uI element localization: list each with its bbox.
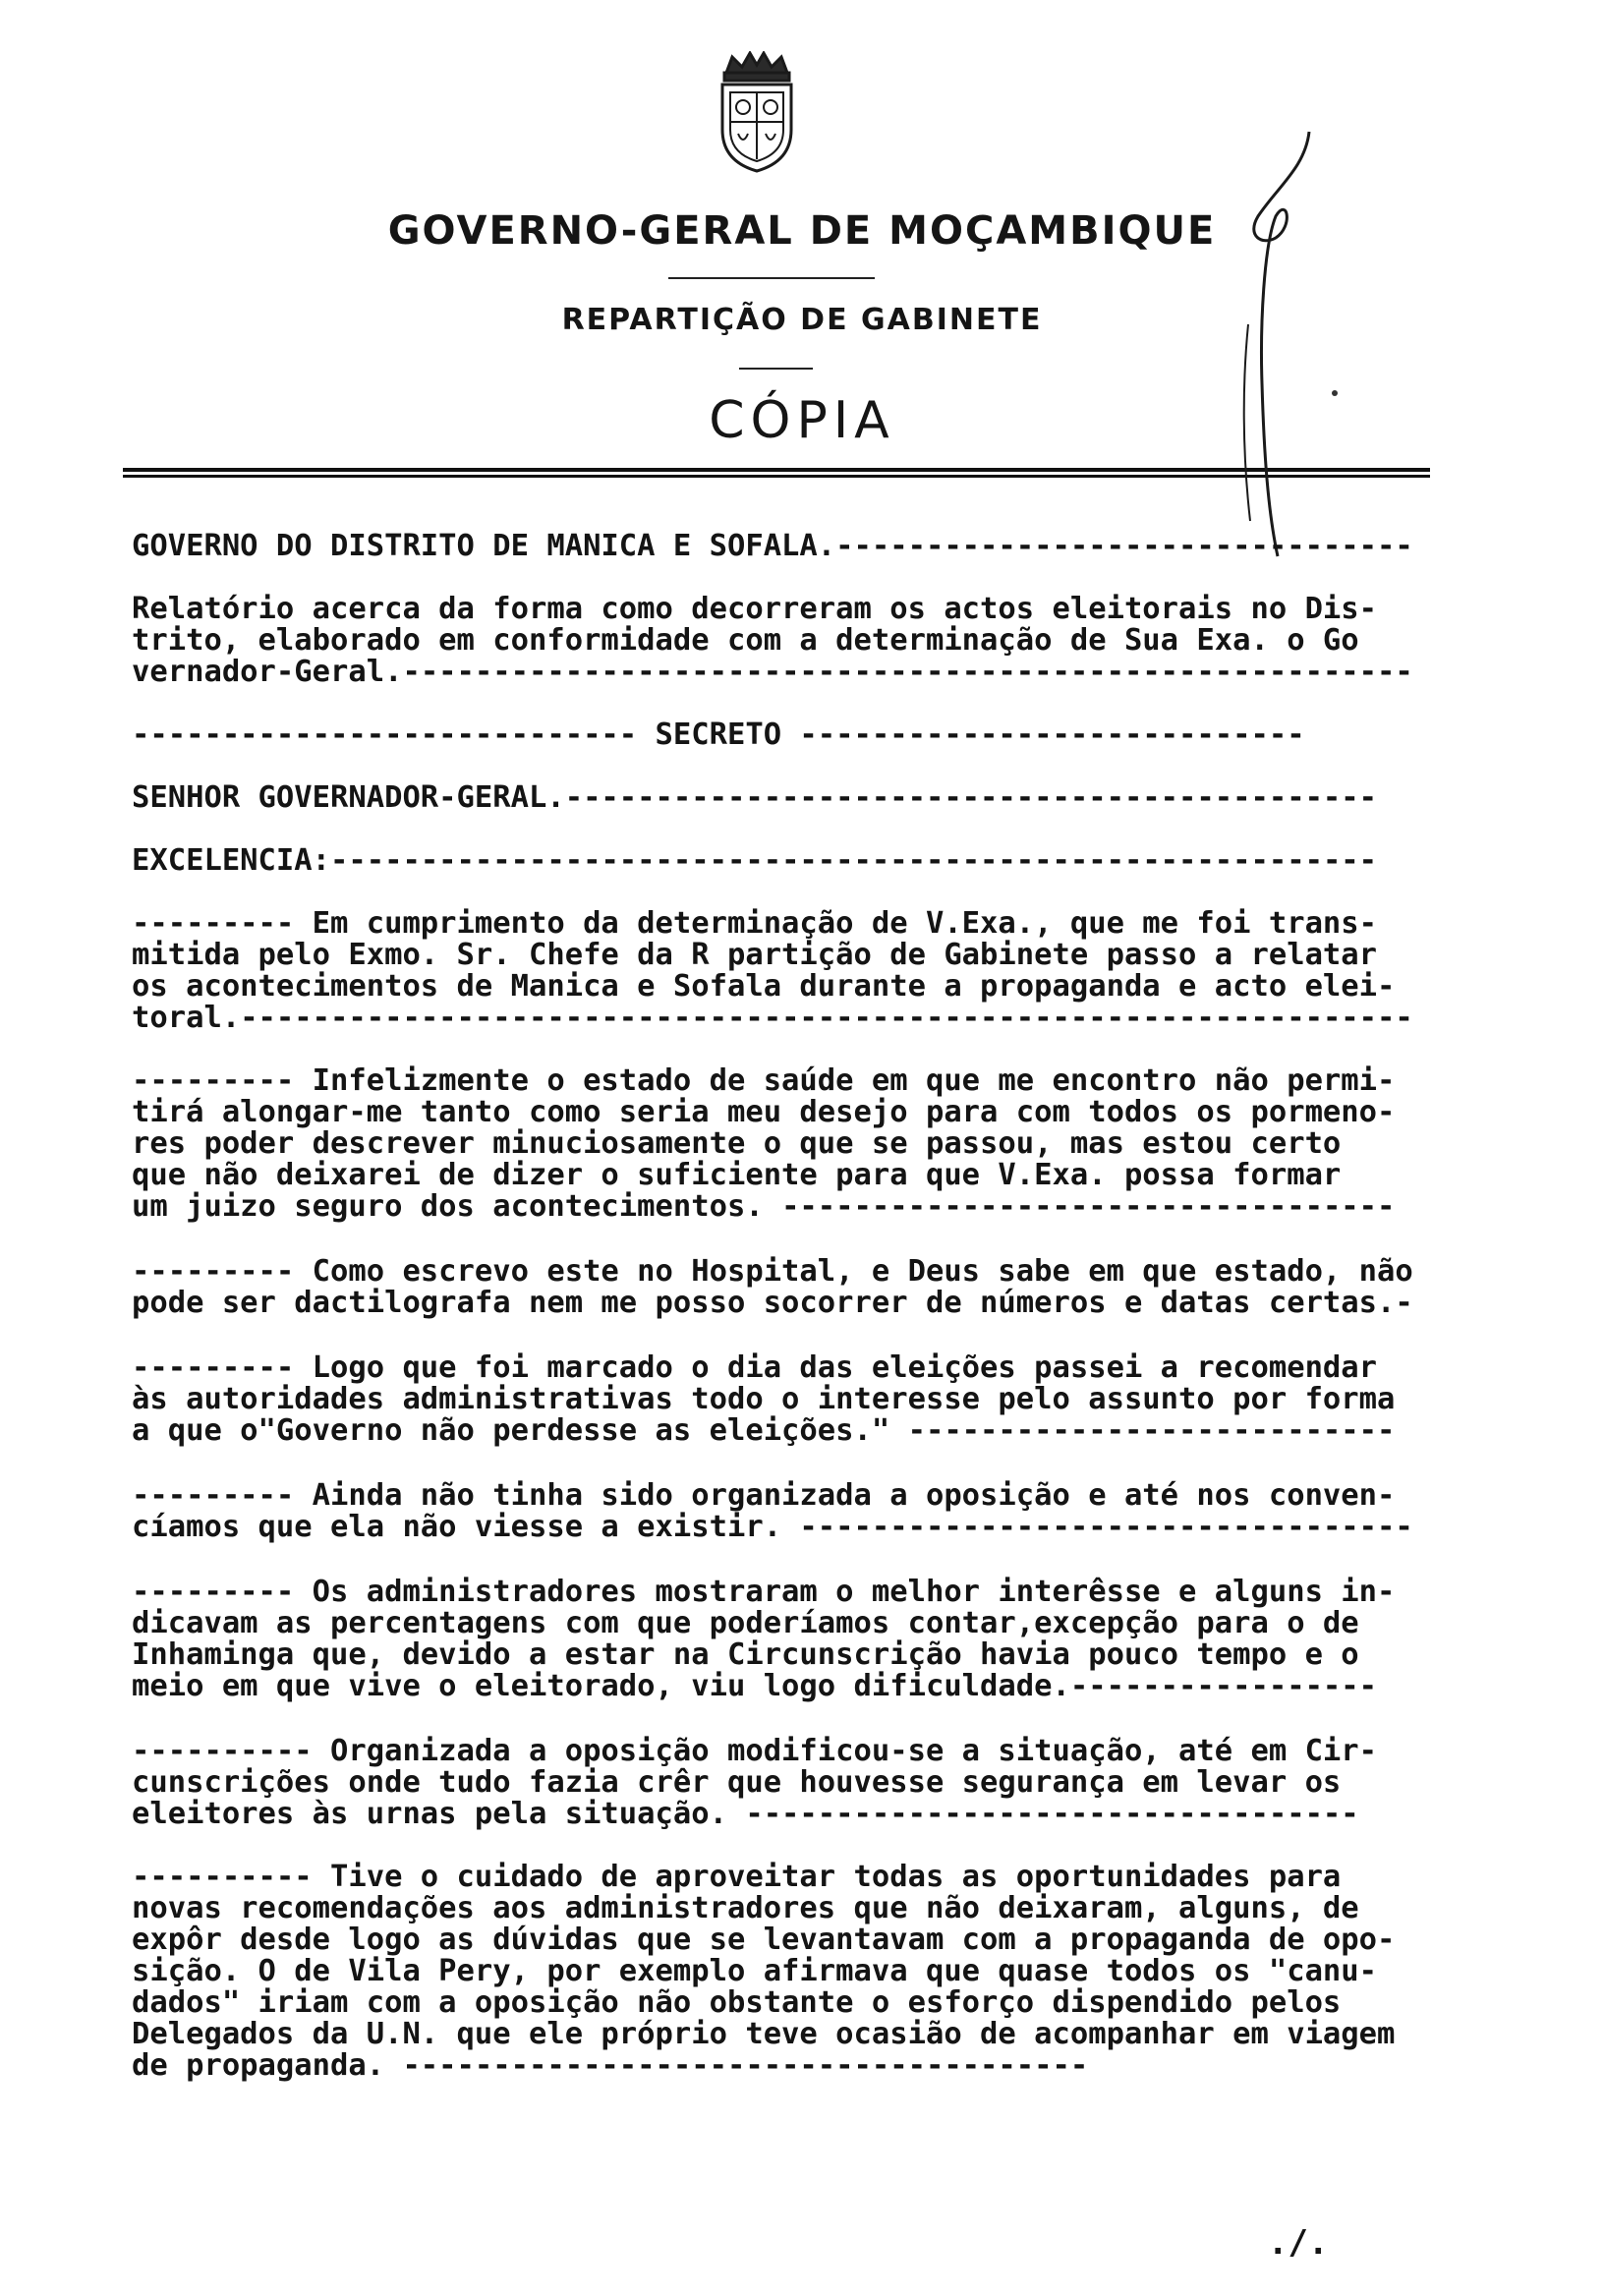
paragraph: ---------- Tive o cuidado de aproveitar todas as oportunidades para novas recomendações aos administradores que não deixaram, alguns, de expôr desde logo as dúvidas que se levantavam com a propaganda de opo- sição. O de Vila Pery, por exemplo afirmava que quase todos os "canu- dados" iriam com a oposição não obstante o esforço dispendido pelos Delegados da U.N. que ele próprio teve ocasião de acompanhar em viagem de propaganda. -------------------------------------- (132, 1860, 1396, 2083)
paragraph: --------- Como escrevo este no Hospital, e Deus sabe em que estado, não pode ser dactilografa nem me posso socorrer de números e datas certas.- (132, 1254, 1413, 1320)
page-title: GOVERNO-GERAL DE MOÇAMBIQUE (387, 208, 1217, 254)
paragraph: --------- Infelizmente o estado de saúde em que me encontro não permi- tirá alongar-me tanto como seria meu desejo para com todos os pormeno- res poder descrever minuciosamente o que se passou, mas estou certo que não deixarei de dizer o suficiente para que V.Exa. possa formar um juizo seguro dos acontecimentos. ---------------------------------- (132, 1063, 1396, 1224)
divider (668, 277, 875, 279)
addressee: SENHOR GOVERNADOR-GERAL.--------------------------------------------- (132, 780, 1378, 815)
paragraph: --------- Ainda não tinha sido organizada a oposição e até nos conven- cíamos que ela não viesse a existir. ---------------------------------- (132, 1478, 1413, 1544)
paragraph: --------- Em cumprimento da determinação de V.Exa., que me foi trans- mitida pelo Exmo. Sr. Chefe da R partição de Gabinete passo a relatar os acontecimentos de Manica e Sofala durante a propaganda e acto elei- toral.----------------------------------------------------------------- (132, 906, 1413, 1035)
paragraph: ---------- Organizada a oposição modificou-se a situação, até em Cir- cunscrições onde tudo fazia crêr que houvesse segurança em levar os eleitores às urnas pela situação. ---------------------------------- (132, 1734, 1378, 1831)
district-line: GOVERNO DO DISTRITO DE MANICA E SOFALA.-------------------------------- (132, 529, 1413, 563)
classification: SECRETO (655, 718, 782, 752)
classification-line: ---------------------------- SECRETO ---------------------------- (132, 718, 1305, 752)
coat-of-arms-icon (713, 51, 801, 177)
subject: Relatório acerca da forma como decorreram os actos eleitorais no Dis- trito, elaborado em conformidade com a determinação de Sua Exa. o Go vernador-Geral.-------------------------------------------------------- (132, 592, 1413, 689)
handwritten-signature (1219, 128, 1376, 560)
department-name: REPARTIÇÃO DE GABINETE (561, 303, 1043, 337)
paragraph: --------- Os administradores mostraram o melhor interêsse e alguns in- dicavam as percentagens com que poderíamos contar,excepção para o de Inhaminga que, devido a estar na Circunscrição havia pouco tempo e o meio em que vive o eleitorado, viu logo dificuldade.----------------- (132, 1575, 1396, 1703)
copy-label: CÓPIA (709, 391, 895, 450)
divider (739, 368, 813, 370)
paragraph: --------- Logo que foi marcado o dia das eleições passei a recomendar às autoridades administrativas todo o interesse pelo assunto por forma a que o"Governo não perdesse as eleições." --------------------------- (132, 1350, 1396, 1448)
salutation: EXCELENCIA:---------------------------------------------------------- (132, 843, 1378, 878)
page-continuation: ./. (1268, 2223, 1329, 2263)
